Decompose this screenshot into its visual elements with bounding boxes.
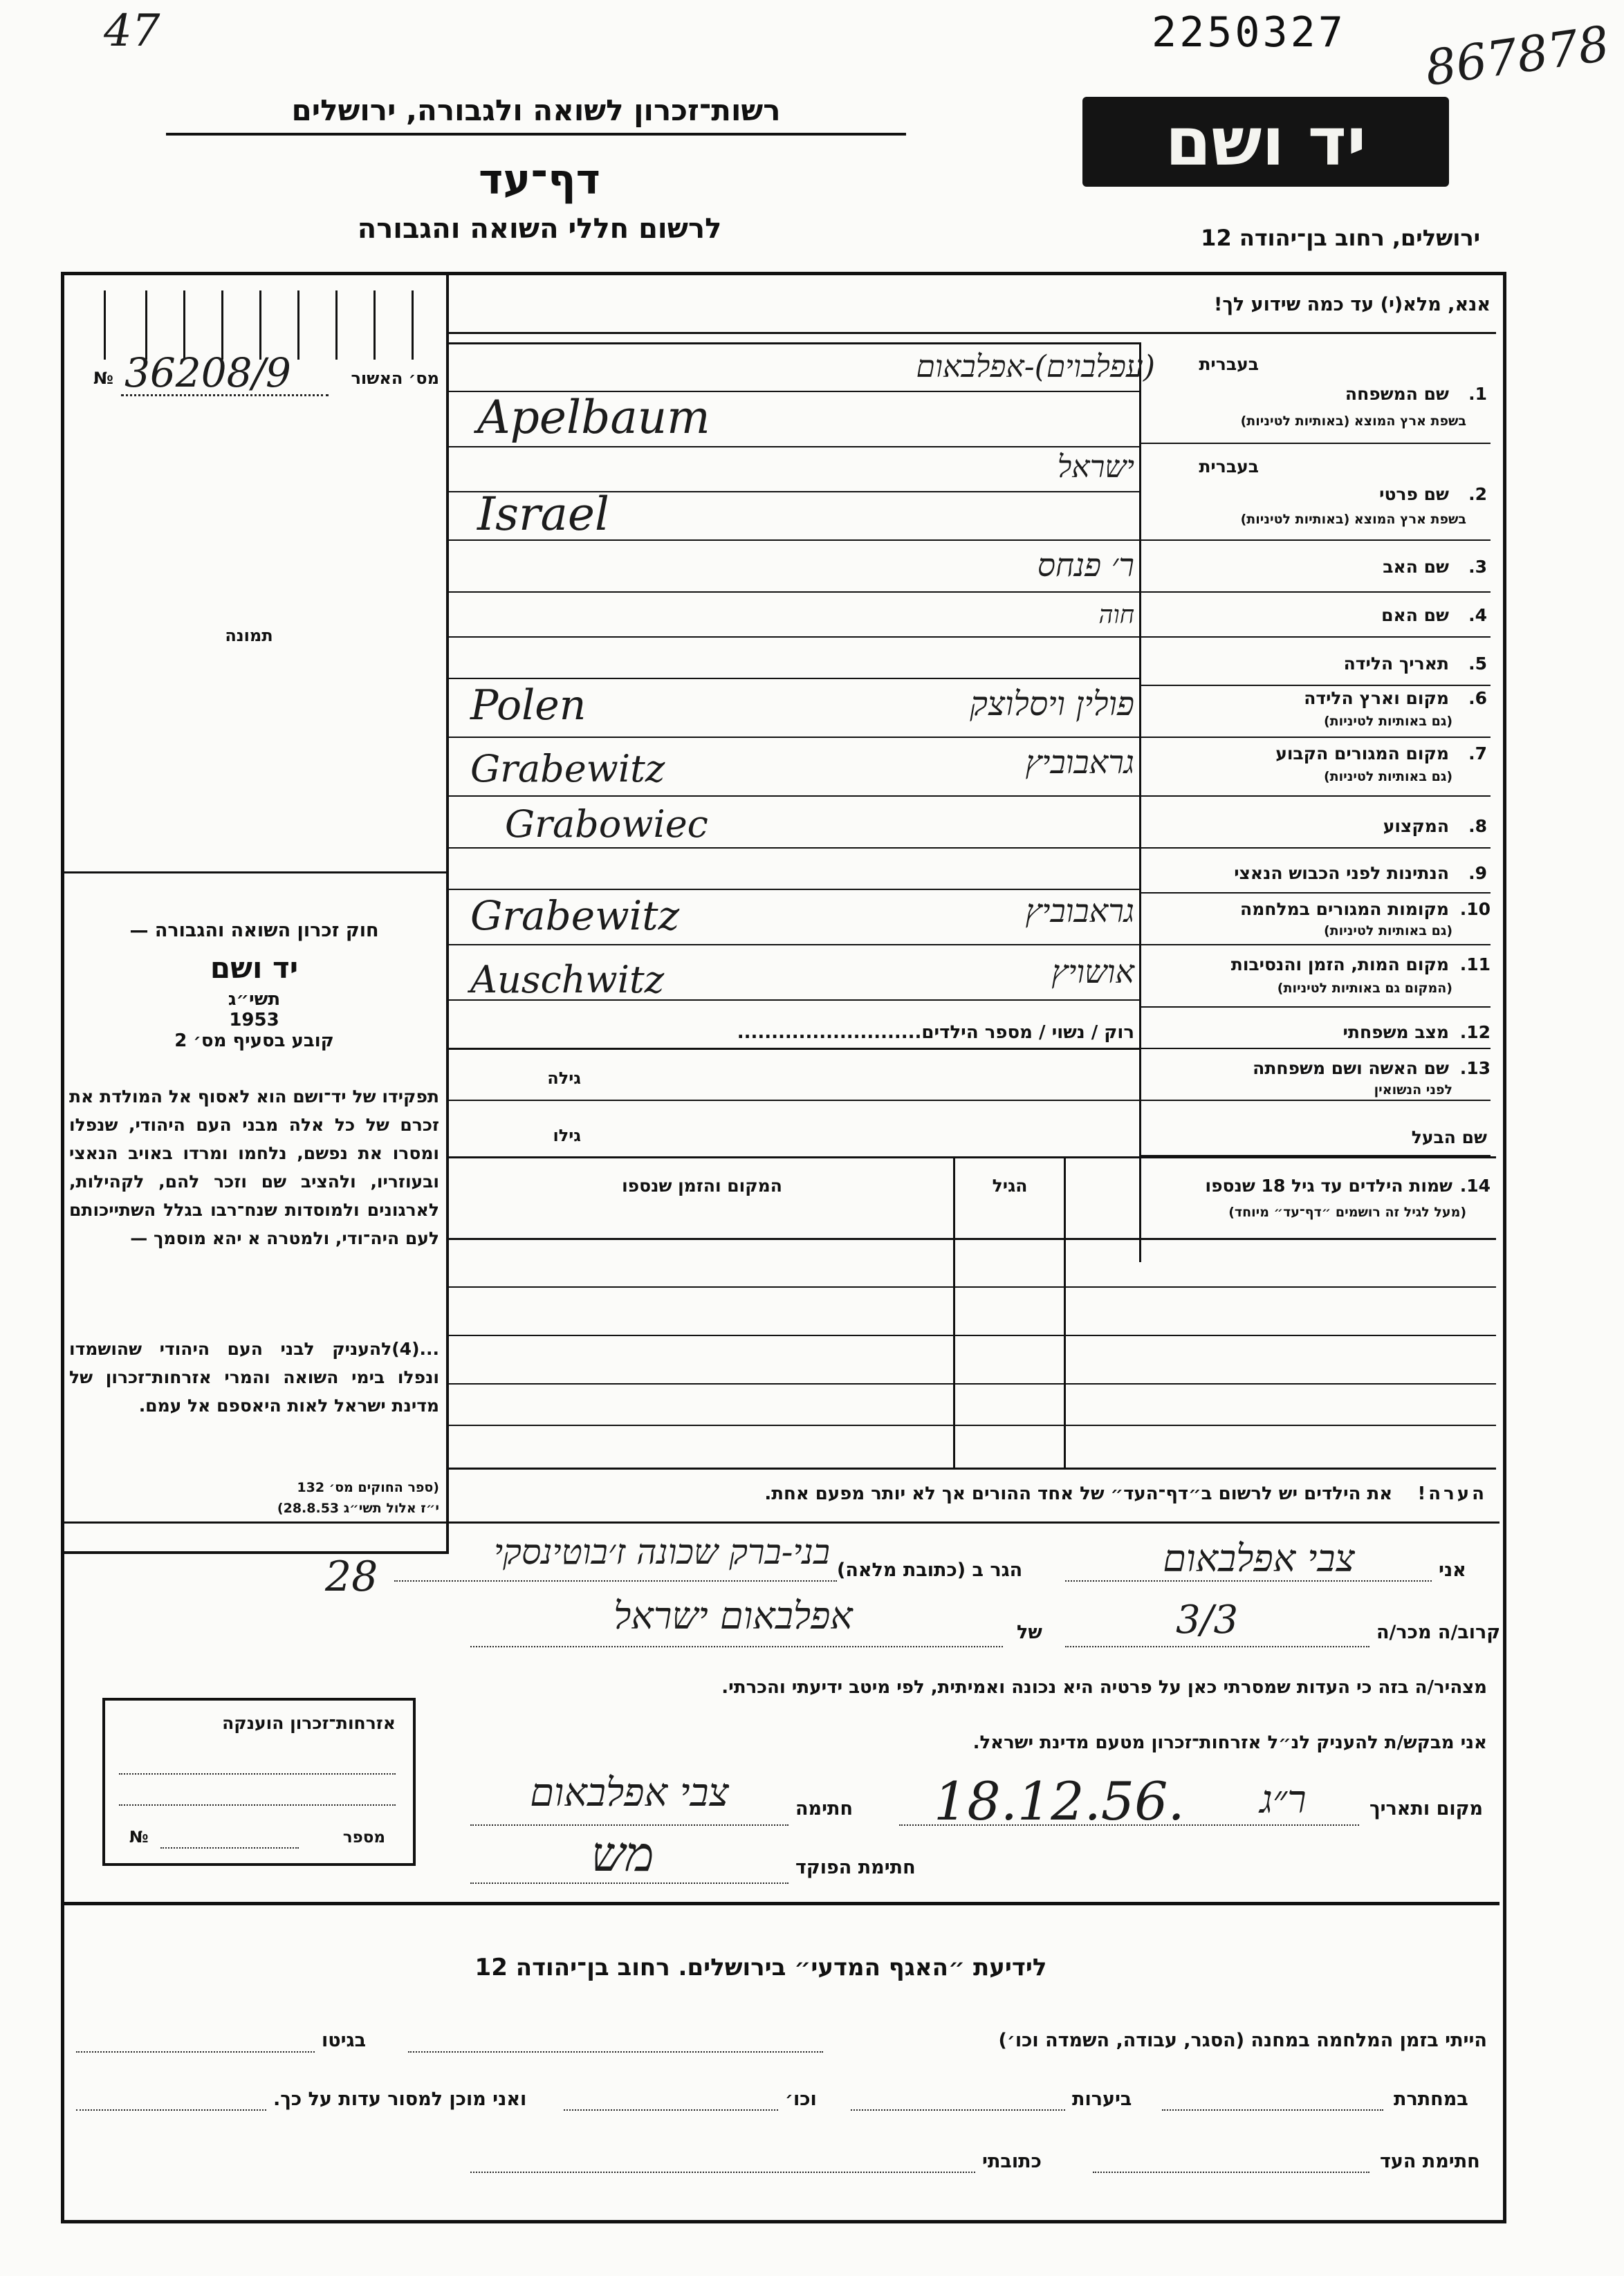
field-7-sub: (גם באותיות לטיניות) bbox=[1323, 769, 1452, 784]
yad-vashem-logo bbox=[1082, 97, 1449, 187]
declarant-name: צבי אפלבאום bbox=[1163, 1537, 1355, 1580]
field-10-sub: (גם באותיות לטיניות) bbox=[1323, 923, 1452, 938]
authority-line: רשות־זכרון לשואה ולגבורה, ירושלים bbox=[291, 93, 781, 127]
field-2-value-latin: Israel bbox=[477, 488, 610, 541]
place-date-label: מקום ותאריך bbox=[1369, 1798, 1484, 1820]
law-clause: קובע בסעיף מס׳ 2 bbox=[174, 1030, 334, 1051]
law-ref-1: (ספר החוקים מס׳ 132 bbox=[297, 1480, 439, 1495]
field-6-num: 6. bbox=[1468, 688, 1487, 708]
field-5-num: 5. bbox=[1468, 654, 1487, 674]
header-rule bbox=[166, 133, 906, 136]
serial-number: 2250327 bbox=[1152, 8, 1346, 57]
footer-line2-a: במחתרת bbox=[1394, 2089, 1468, 2110]
field-1-num: 1. bbox=[1468, 384, 1487, 404]
field-2-label: שם פרטי bbox=[1379, 484, 1449, 504]
field-8-label: המקצוע bbox=[1383, 816, 1449, 836]
field-6-value-he: פולין ויסלוצק bbox=[970, 685, 1134, 723]
signature-label: חתימה bbox=[795, 1798, 853, 1820]
law-name: יד ושם bbox=[210, 951, 299, 985]
law-ref-2: י״ז אלול תשי״ג 28.8.53) bbox=[277, 1501, 439, 1516]
law-year-row bbox=[69, 989, 439, 1051]
field-1-value-latin: Apelbaum bbox=[477, 391, 710, 444]
law-year: 1953 bbox=[229, 1010, 279, 1030]
field-10-num: 10. bbox=[1459, 899, 1491, 919]
field-12-num: 12. bbox=[1459, 1022, 1491, 1042]
husband-label: שם הבעל bbox=[1411, 1127, 1487, 1147]
address-number: 28 bbox=[325, 1553, 378, 1601]
date-value: 18.12.56. bbox=[934, 1770, 1185, 1832]
field-12-label: מצב משפחתי bbox=[1342, 1022, 1449, 1042]
field-11-label: מקום המות, הזמן והנסיבות bbox=[1230, 954, 1449, 974]
field-11-sub: (המקום גם באותיות לטיניות) bbox=[1277, 981, 1452, 996]
request: אני מבקש/ת להעניק לנ״ל אזרחות־זכרון מטעם מדינת ישראל. bbox=[972, 1732, 1487, 1753]
footer-line2-c: וכו׳ bbox=[785, 2089, 817, 2110]
footer-line1-a: הייתי בזמן המלחמה במחנה (הסגר, עבודה, השמדה וכו׳) bbox=[998, 2030, 1487, 2051]
field-11-value-latin: Auschwitz bbox=[470, 958, 665, 1001]
field-7-label: מקום המגורים הקבוע bbox=[1275, 743, 1449, 764]
field-2-lang: בעברית bbox=[1199, 456, 1259, 477]
field-13-num: 13. bbox=[1459, 1058, 1491, 1078]
field-1-value-he: (עפלבוים)-אפלבאום bbox=[916, 349, 1155, 385]
field-7-value-latin: Grabewitz bbox=[470, 747, 665, 790]
footer-line1-b: בגיטו bbox=[322, 2030, 367, 2051]
remark-text: את הילדים יש לרשום ב״דף־העד״ של אחד ההורים אך לא יותר מפעם אחת. bbox=[764, 1483, 1393, 1504]
field-4-value: חוה bbox=[1098, 601, 1134, 629]
field-12-options: רוק / נשוי / מספר הילדים........................... bbox=[737, 1022, 1134, 1043]
law-text: תפקידו של יד־ושם הוא לאסוף אל המולדת את זכרם של כל אלה מבני העם היהודי, שנפלו ומסרו את נפשם, נלחמו ומרדו באויב הנאצי ובעוזריו, ולהציב שם וזכר להם, לקהילות, לארגונים ולמוסדות שנח־רבו בגלל השתייכותם לעם היה־ודי, ולמטרה א יהא מוסמך — bbox=[69, 1086, 439, 1248]
residing-label: הגר ב (כתובת מלאה) bbox=[837, 1560, 1023, 1581]
corner-number: 867878 bbox=[1421, 15, 1613, 98]
address: ירושלים, רחוב בן־יהודה 12 bbox=[1201, 225, 1480, 251]
citizenship-number-label: מספר bbox=[342, 1829, 385, 1847]
field-4-label: שם האם bbox=[1381, 605, 1449, 625]
remark-label: הערה! bbox=[1417, 1483, 1487, 1504]
children-title: שמות הילדים עד גיל 18 שנספו bbox=[1205, 1176, 1452, 1196]
approval-label: מס׳ האשור bbox=[351, 369, 439, 388]
of-value: אפלבאום ישראל bbox=[613, 1594, 853, 1638]
remark-row bbox=[456, 1483, 1487, 1504]
footer-line3-a: חתימת העד bbox=[1380, 2151, 1480, 2172]
field-10-value-latin: Grabewitz bbox=[470, 892, 680, 939]
field-11-value-he: אושויץ bbox=[1051, 953, 1134, 990]
footer-line2-b: ביערות bbox=[1072, 2089, 1132, 2110]
relative-label: קרוב/ה מכר/ה bbox=[1376, 1622, 1501, 1643]
children-col-place: המקום והזמן שנספו bbox=[622, 1176, 782, 1196]
field-11-num: 11. bbox=[1459, 954, 1491, 974]
field-2-sub: בשפת ארץ המוצא (באותיות לטיניות) bbox=[1240, 512, 1466, 527]
field-1-label: שם המשפחה bbox=[1345, 384, 1449, 404]
law-year-hebrew: תשי״ג bbox=[228, 989, 281, 1010]
field-10-label: מקומות המגורים במלחמה bbox=[1240, 899, 1449, 919]
citizenship-no-abbr: № bbox=[129, 1829, 149, 1847]
law-title: חוק זכרון השואה והגבורה — bbox=[129, 920, 379, 941]
signature-value: צבי אפלבאום bbox=[530, 1770, 729, 1815]
decl-i-label: אני bbox=[1439, 1560, 1466, 1581]
relation-value: 3/3 bbox=[1176, 1598, 1239, 1643]
intro: אנא, מלא(י) עד כמה שידוע לך! bbox=[1214, 294, 1491, 315]
photo-label: תמונה bbox=[225, 626, 273, 645]
field-5-label: תאריך הלידה bbox=[1343, 654, 1449, 674]
footer-line2-d: ואני מוכן למסור עדות על כך. bbox=[273, 2089, 527, 2110]
field-2-value-he: ישראל bbox=[1057, 450, 1134, 485]
field-7-value-he: גראבוביץ bbox=[1025, 743, 1134, 781]
footer-line3-b: כתובתי bbox=[982, 2151, 1042, 2172]
field-1-sub: בשפת ארץ המוצא (באותיות לטיניות) bbox=[1240, 414, 1466, 429]
form-subtitle: לרשום חללי השואה והגבורה bbox=[357, 213, 722, 245]
officer-signature: מש bbox=[591, 1826, 654, 1882]
statement: מצהיר/ה בזה כי העדות שמסרתי כאן על פרטיה היא נכונה ואמיתית, לפי מיטב ידיעתי והכרתי. bbox=[721, 1677, 1487, 1698]
field-7-value-latin-2: Grabowiec bbox=[505, 802, 708, 846]
left-column-divider bbox=[446, 275, 449, 1551]
field-3-num: 3. bbox=[1468, 557, 1487, 577]
place-value: ר״ג bbox=[1259, 1777, 1307, 1822]
children-note: (מעל לגיל זה רושמים ״דף־עד״ מיוחד) bbox=[1228, 1205, 1466, 1220]
officer-label: חתימת הפוקד bbox=[795, 1857, 916, 1878]
address-value: בני-ברק שכונה ז׳בוטינסקי bbox=[493, 1532, 830, 1572]
citizenship-title: אזרחות־זכרון הוענקה bbox=[222, 1713, 396, 1733]
field-4-num: 4. bbox=[1468, 605, 1487, 625]
footer-title: לידיעת ״האגף המדעי״ בירושלים. רחוב בן־יהודה 12 bbox=[474, 1954, 1047, 1981]
children-col-age: הגיל bbox=[992, 1176, 1028, 1196]
children-num: 14. bbox=[1459, 1176, 1491, 1196]
citizenship-box bbox=[102, 1698, 416, 1866]
form-title: דף־עד bbox=[479, 156, 600, 204]
field-7-num: 7. bbox=[1468, 743, 1487, 764]
field-10-value-he: גראבוביץ bbox=[1025, 892, 1134, 929]
approval-no-abbr: № bbox=[93, 369, 113, 388]
husband-value: גילו bbox=[553, 1126, 581, 1145]
field-6-value-latin: Polen bbox=[470, 681, 587, 730]
field-6-label: מקום וארץ הלידה bbox=[1304, 688, 1449, 708]
field-3-value: ר׳ פנחס bbox=[1037, 546, 1134, 584]
page-number: 47 bbox=[104, 6, 160, 57]
field-6-sub: (גם באותיות לטיניות) bbox=[1323, 714, 1452, 729]
logo-text: יד ושם bbox=[1165, 103, 1367, 181]
field-2-num: 2. bbox=[1468, 484, 1487, 504]
law-text-2: ...(4)להעניק לבני העם היהודי שהושמדו ונפלו בימי השואה והמרי אזרחות־זכרון של מדינת ישראל לאות היאספם אל עמם. bbox=[69, 1339, 439, 1416]
field-13-label: שם האשה ושם משפחתה bbox=[1253, 1058, 1449, 1078]
of-label: של bbox=[1017, 1622, 1042, 1643]
field-9-num: 9. bbox=[1468, 863, 1487, 883]
field-13-value: גילה bbox=[547, 1068, 581, 1088]
field-1-lang: בעברית bbox=[1199, 354, 1259, 374]
approval-number: 36208/9 bbox=[124, 349, 291, 396]
field-3-label: שם האב bbox=[1383, 557, 1449, 577]
field-9-label: הנתינות לפני הכבוש הנאצי bbox=[1234, 863, 1449, 883]
field-13-sub: לפני הנשואין bbox=[1374, 1082, 1452, 1098]
field-8-num: 8. bbox=[1468, 816, 1487, 836]
